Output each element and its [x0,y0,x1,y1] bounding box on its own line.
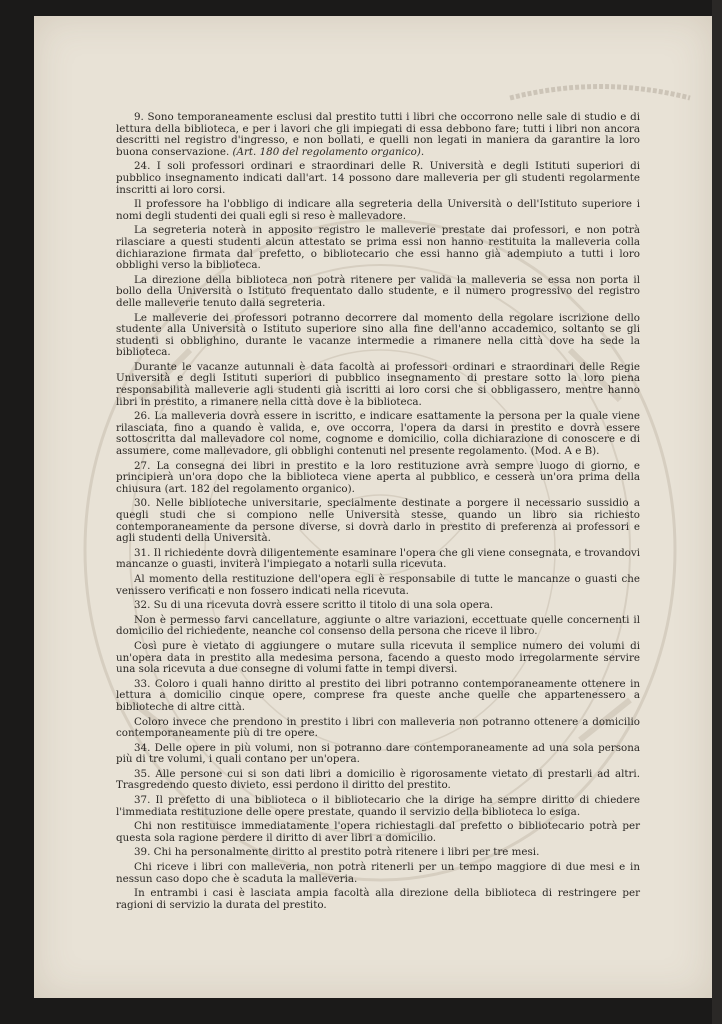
article-31: 31. Il richiedente dovrà diligentemente esaminare l'opera che gli viene consegnata, e trovandovi mancanze o guasti, inviterà l'impiegato a notarli sulla ricevuta. [116,546,640,571]
article-35: 35. Alle persone cui si son dati libri a domicilio è rigorosamente vietato di prestarli ad altri. Trasgredendo questo divieto, essi perdono il diritto del prestito. [116,767,640,792]
article-32: 32. Su di una ricevuta dovrà essere scritto il titolo di una sola opera. [134,599,494,612]
article-24-paragraph: Le malleverie dei professori potranno decorrere dal momento della regolare iscrizione dello studente alla Università o Istituto superiore sino alla fine dell'anno accademico, soltanto se gli studenti si obblighino, durante le vacanze intermedie a rimanere nella città dove ha sede la biblioteca. [116,311,640,359]
article-33-paragraph: Coloro invece che prendono in prestito i libri con malleveria non potranno ottenere a domicilio contemporaneamente più di tre opere. [116,715,640,740]
article-31-paragraph: Al momento della restituzione dell'opera egli è responsabile di tutte le mancanze o guasti che venissero verificati e non fossero indicati nella ricevuta. [116,572,640,597]
article-39-paragraph: Chi riceve i libri con malleveria, non potrà ritenerli per un tempo maggiore di due mesi e in nessun caso dopo che è scaduta la malleveria. [116,861,640,885]
article-37: 37. Il prefetto di una biblioteca o il bibliotecario che la dirige ha sempre diritto di chiedere l'immediata restituzione delle opere prestate, quando il servizio della biblioteca lo esiga. [116,794,640,818]
article-24-paragraph: Durante le vacanze autunnali è data facoltà ai professori ordinari e straordinari delle Regie Università e degli Istituti superiori di pubblico insegnamento di prestare sotto la loro piena responsabilità malleverie agli studenti già iscritti ai loro corsi che si obbligassero, mentre hanno libri in prestito, a rimanere nella città dove è la biblioteca. [116,360,640,408]
article-24: 24. I soli professori ordinari e straordinari delle R. Università e degli Istituti superiori di pubblico insegnamento indicati dall'art. 14 possono dare malleveria per gli studenti regolarmente inscritti ai loro corsi. [116,160,640,196]
article-24-paragraph: Il professore ha l'obbligo di indicare alla segreteria della Università o dell'Istituto superiore i nomi degli studenti dei quali egli si reso è mallevadore. [116,198,640,222]
article-39: 39. Chi ha personalmente diritto al prestito potrà ritenere i libri per tre mesi. [134,846,540,859]
article-30: 30. Nelle biblioteche universitarie, specialmente destinate a porgere il necessario sussidio a quegli studi che si compiono nelle Università stesse, quando un libro sia richiesto contemporaneamente da persone diverse, si dovrà darlo in prestito di preferenza ai professori e agli studenti della Università. [116,497,640,545]
article-27: 27. La consegna dei libri in prestito e la loro restituzione avrà sempre luogo di giorno, e principierà un'ora dopo che la biblioteca viene aperta al pubblico, e cesserà un'ora prima della chiusura (art. 182 del regolamento organico). [116,459,640,495]
article-9-citation: (Art. 180 del regolamento organico). [232,145,425,158]
page-edge [712,0,722,1024]
article-39-paragraph: In entrambi i casi è lasciata ampia facoltà alla direzione della biblioteca di restringere per ragioni di servizio la durata del prestito. [116,887,640,911]
article-26: 26. La malleveria dovrà essere in iscritto, e indicare esattamente la persona per la quale viene rilasciata, fino a quando è valida, e, ove occorra, l'opera da darsi in prestito e dovrà essere sottoscritta dal mallevadore col nome, cognome e domicilio, colla dichiarazione di conoscere e di assumere, come mallevadore, gli obblighi contenuti nel presente regolamento. (Mod. A e B). [116,410,640,458]
article-9: 9. Sono temporaneamente esclusi dal prestito tutti i libri che occorrono nelle sale di studio e di lettura della biblioteca, e per i lavori che gli impiegati di essa debbono fare; tutti i libri non ancora descritti nel registro d'ingresso, e non bollati, e quelli non legati in maniera da garantire la loro buona conservazione. (Art. 180 del regolamento organico). [116,111,640,158]
article-37-paragraph: Chi non restituisce immediatamente l'opera richiestagli dal prefetto o bibliotecario potrà per questa sola ragione perdere il diritto di aver libri a domicilio. [116,820,640,844]
article-24-paragraph: La direzione della biblioteca non potrà ritenere per valida la malleveria se essa non porta il bollo della Università o Istituto frequentato dallo studente, e il numero progressivo del registro delle malleverie tenuto dalla segreteria. [116,273,640,309]
article-34: 34. Delle opere in più volumi, non si potranno dare contemporaneamente ad una sola persona più di tre volumi, i quali contano per un'opera. [116,741,640,766]
article-32-paragraph: Così pure è vietato di aggiungere o mutare sulla ricevuta il semplice numero dei volumi di un'opera data in prestito alla medesima persona, facendo a questo modo irregolarmente servire una sola ricevuta a due consegne di volumi fatte in tempi diversi. [116,639,640,676]
document-body [116,112,640,914]
article-33: 33. Coloro i quali hanno diritto al prestito dei libri potranno contemporaneamente ottenere in lettura a domicilio cinque opere, comprese fra queste anche quelle che appartenessero a biblioteche di altre città. [116,677,640,713]
article-24-paragraph: La segreteria noterà in apposito registro le malleverie prestate dai professori, e non potrà rilasciare a questi studenti alcun attestato se prima essi non hanno restituita la malleveria colla dichiarazione firmata dal prefetto, o bibliotecario che essi hanno già adempiuto a tutti i loro obblighi verso la biblioteca. [116,224,640,272]
article-32-paragraph: Non è permesso farvi cancellature, aggiunte o altre variazioni, eccettuate quelle concernenti il domicilio del richiedente, neanche col consenso della persona che riceve il libro. [116,613,640,638]
